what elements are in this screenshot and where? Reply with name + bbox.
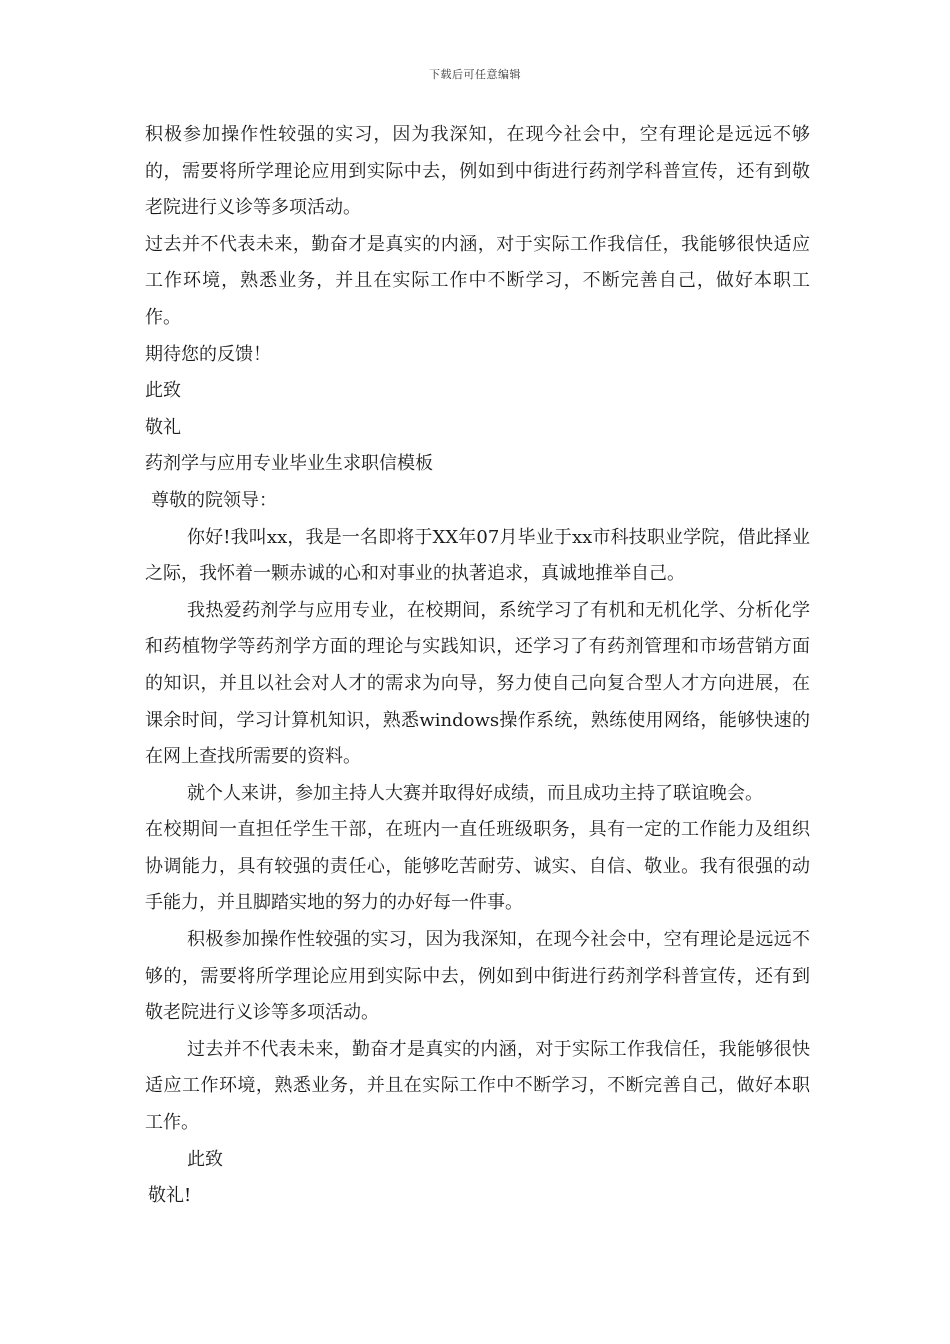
paragraph-future: 过去并不代表未来，勤奋才是真实的内涵，对于实际工作我信任，我能够很快适应工作环境，熟悉业务，并且在实际工作中不断学习，不断完善自己，做好本职工作。 [145,233,810,328]
paragraph-future-2: 过去并不代表未来，勤奋才是真实的内涵，对于实际工作我信任，我能够很快适应工作环境，熟悉业务，并且在实际工作中不断学习，不断完善自己，做好本职工作。 [145,1038,810,1134]
paragraph-leadership: 在校期间一直担任学生干部，在班内一直任班级职务，具有一定的工作能力及组织协调能力，具有较强的责任心，能够吃苦耐劳、诚实、自信、敬业。我有很强的动手能力，并且脚踏实地的努力的办好每一件事。 [145,819,810,914]
paragraph-internship: 积极参加操作性较强的实习，因为我深知，在现今社会中，空有理论是远远不够的，需要将所学理论应用到实际中去，例如到中街进行药剂学科普宣传，还有到敬老院进行义诊等多项活动。 [145,124,810,219]
salutation: 尊敬的院领导： [151,489,277,511]
paragraph-studies: 我热爱药剂学与应用专业，在校期间，系统学习了有机和无机化学、分析化学和药植物学等药剂学方面的理论与实践知识，还学习了有药剂管理和市场营销方面的知识，并且以社会对人才的需求为向导，努力使自己向复合型人才方向进展，在课余时间，学习计算机知识，熟悉windows操作系统，熟练使用网络，能够快速的在网上查找所需要的资料。 [145,599,810,768]
closing-jingli: 敬礼 [145,416,181,438]
closing-jingli-2: 敬礼! [148,1185,192,1207]
paragraph-intro: 你好!我叫xx，我是一名即将于XX年07月毕业于xx市科技职业学院，借此择业之际，我怀着一颗赤诚的心和对事业的执著追求，真诚地推举自己。 [145,526,810,585]
header-note: 下载后可任意编辑 [429,68,521,81]
letter-title: 药剂学与应用专业毕业生求职信模板 [145,453,433,475]
closing-cizhi: 此致 [145,380,181,402]
paragraph-personal: 就个人来讲，参加主持人大赛并取得好成绩，而且成功主持了联谊晚会。 [187,782,763,804]
document-body [145,117,810,1215]
paragraph-expect-feedback: 期待您的反馈！ [145,343,271,365]
closing-cizhi-2: 此致 [187,1148,223,1170]
paragraph-internship-2: 积极参加操作性较强的实习，因为我深知，在现今社会中，空有理论是远远不够的，需要将所学理论应用到实际中去，例如到中街进行药剂学科普宣传，还有到敬老院进行义诊等多项活动。 [145,929,810,1024]
